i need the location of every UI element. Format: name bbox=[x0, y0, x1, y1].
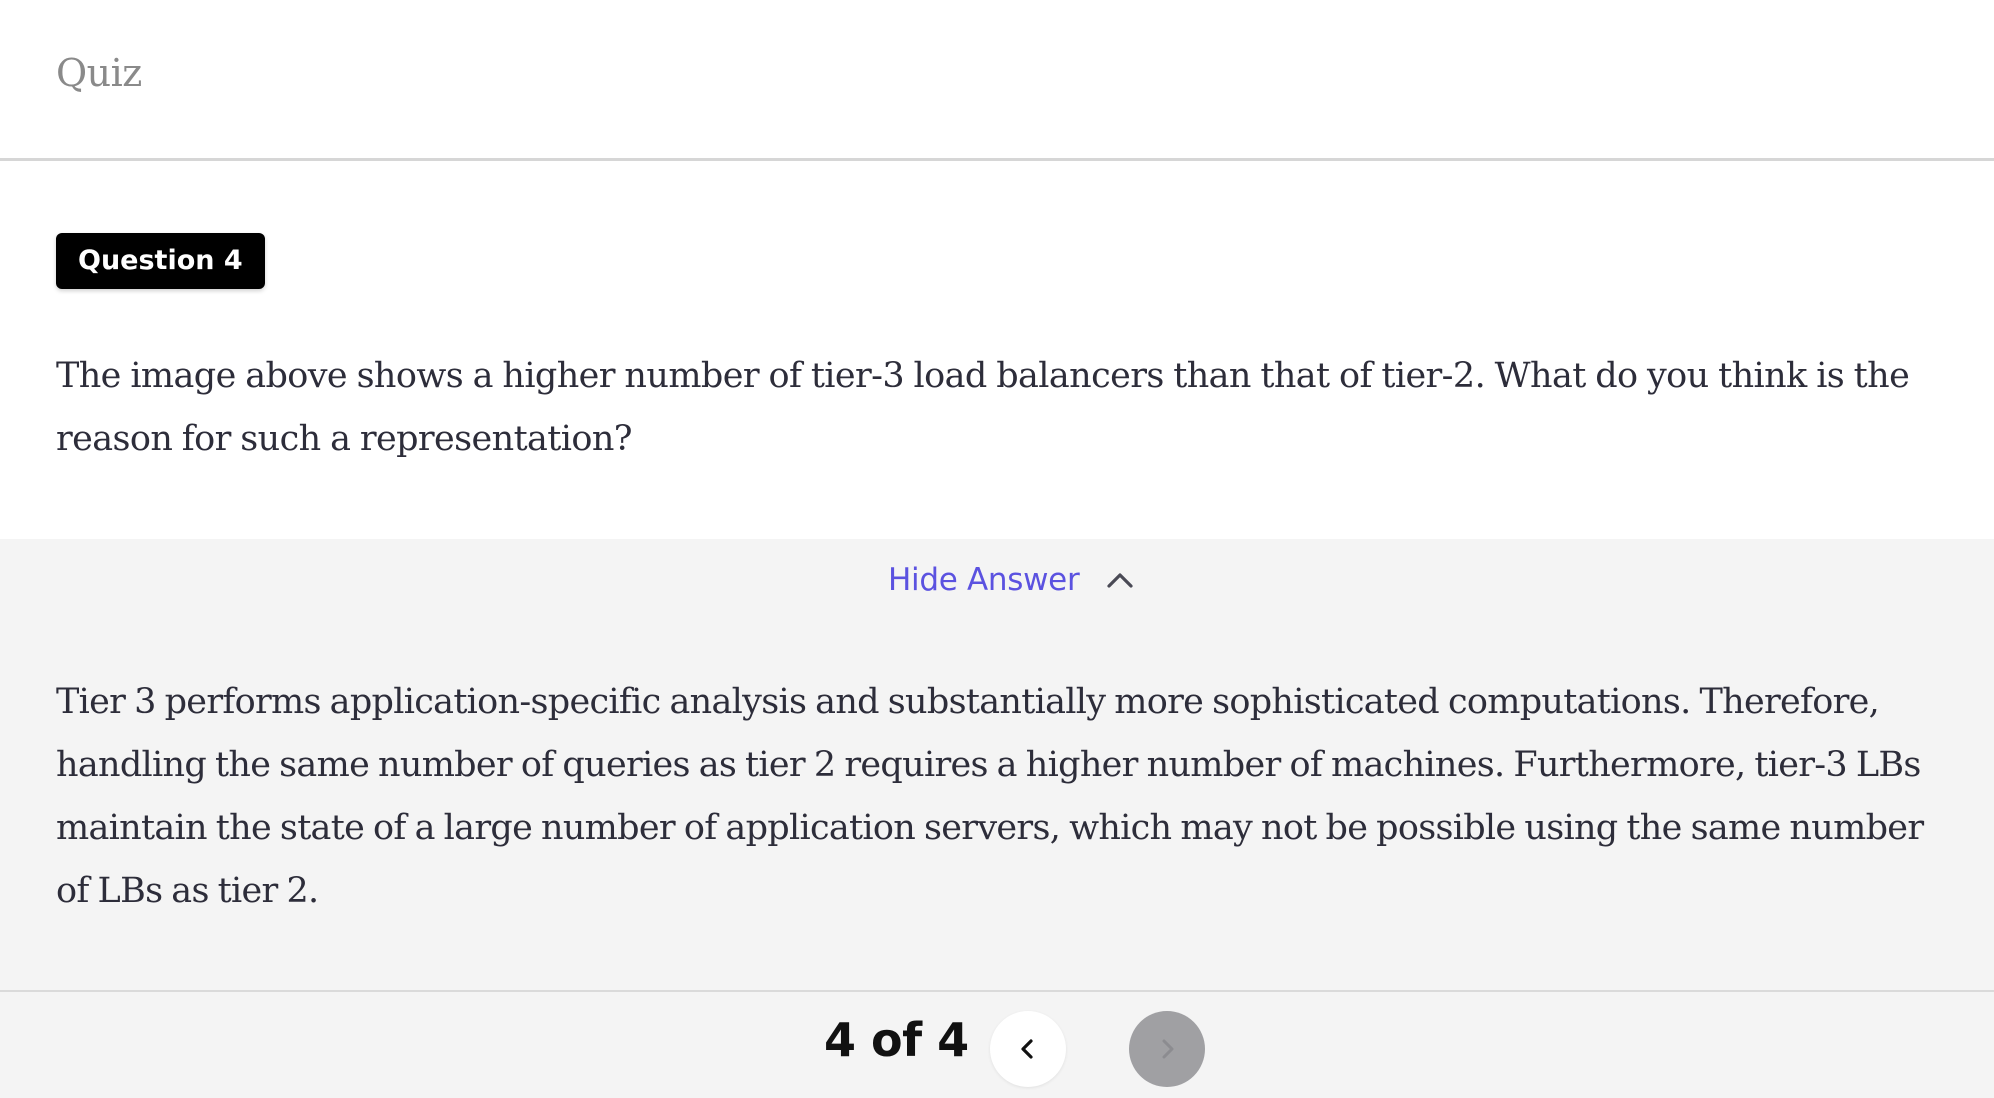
answer-text: Tier 3 performs application-specific analysis and substantially more sophisticated computations. Therefore, handling the same number of queries as tier 2 requires a higher number of machines. Furthermore, tier-3 LBs maintain the state of a large number of application servers, which may not be possible using the same number of LBs as tier 2. bbox=[56, 682, 1924, 911]
page-counter: 4 of 4 bbox=[824, 1013, 969, 1067]
question-badge: Question 4 bbox=[56, 233, 265, 289]
question-text: The image above shows a higher number of tier-3 load balancers than that of tier-2. What do you think is the reason for such a representation? bbox=[56, 356, 1910, 459]
previous-question-button[interactable] bbox=[990, 1011, 1066, 1087]
chevron-up-icon bbox=[1103, 563, 1137, 597]
hide-answer-button[interactable] bbox=[888, 562, 1137, 598]
chevron-left-icon bbox=[1013, 1034, 1043, 1064]
quiz-header bbox=[0, 0, 1994, 161]
page-title: Quiz bbox=[56, 51, 142, 95]
next-question-button[interactable] bbox=[1129, 1011, 1205, 1087]
hide-answer-label: Hide Answer bbox=[888, 562, 1080, 598]
chevron-right-icon bbox=[1152, 1034, 1182, 1064]
